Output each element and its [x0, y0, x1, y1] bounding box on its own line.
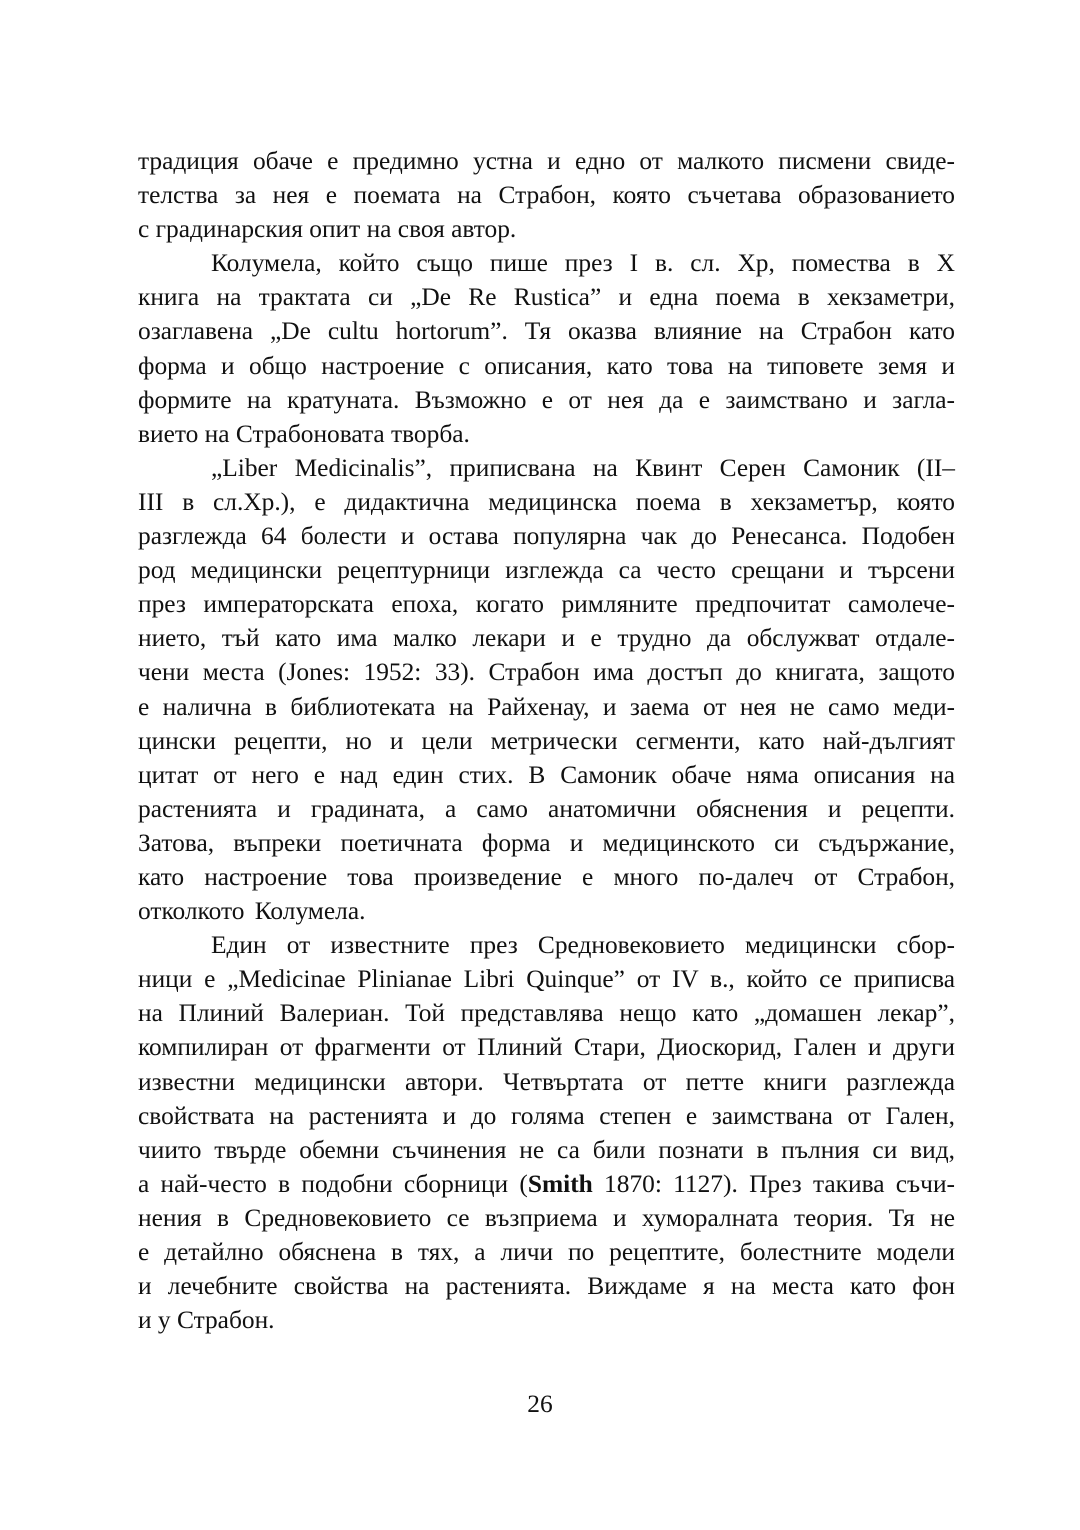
citation-text-after: 1870: 1127). През такива съчи-: [592, 1169, 955, 1198]
text-line: телства за нея е поемата на Страбон, която съчетава образованието: [138, 181, 955, 210]
text-line: вието на Страбоновата творба.: [138, 419, 470, 448]
text-line: е детайлно обяснена в тях, а личи по рецептите, болестните модели: [138, 1238, 955, 1266]
text-line: нения в Средновековието се възприема и хуморалната теория. Тя не: [138, 1203, 955, 1232]
text-line: нието, тъй като има малко лекари и е трудно да обслужват отдале-: [138, 624, 955, 653]
text-line: ници е „Medicinae Plinianae Libri Quinque” от IV в., който се приписва: [138, 965, 955, 994]
text-line: разглежда 64 болести и остава популярна чак до Ренесанса. Подобен: [138, 522, 955, 551]
text-line: известни медицински автори. Четвъртата от петте книги разглежда: [138, 1067, 955, 1096]
text-line: формите на кратуната. Възможно е от нея да е заимствано и загла-: [138, 385, 955, 414]
text-line: Колумела, който също пише през I в. сл. Хр, помества в X: [211, 249, 955, 278]
text-line: Един от известните през Средновековието медицински сбор-: [211, 931, 955, 960]
text-line: Затова, въпреки поетичната форма и медицинското си съдържание,: [138, 828, 955, 857]
text-line: цински рецепти, но и цели метрически сегменти, като най-дългият: [138, 726, 955, 755]
text-line: озаглавена „De cultu hortorum”. Тя оказва влияние на Страбон като: [138, 317, 955, 346]
text-line: цитат от него е над един стих. В Самоник обаче няма описания на: [138, 760, 955, 789]
text-line: „Liber Medicinalis”, приписвана на Квинт Серен Самоник (II–: [211, 453, 955, 482]
page-number: 26: [527, 1390, 553, 1418]
text-line: книга на трактата си „De Re Rustica” и една поема в хекзаметри,: [138, 283, 955, 312]
text-line: форма и общо настроение с описания, като това на типовете земя и: [138, 351, 955, 380]
text-line: растенията и градината, а само анатомични обяснения и рецепти.: [138, 794, 955, 823]
text-line: компилиран от фрагменти от Плиний Стари, Диоскорид, Гален и други: [138, 1033, 955, 1062]
citation-line: [138, 1167, 955, 1201]
citation-author: Smith: [527, 1169, 593, 1198]
citation-text-before: а най-често в подобни сборници (: [138, 1169, 528, 1198]
text-line: чени места (Jones: 1952: 33). Страбон има достъп до книгата, защото: [138, 658, 955, 687]
text-line: и у Страбон.: [138, 1306, 275, 1335]
text-line: отколкото Колумела.: [138, 897, 366, 926]
body-text: [138, 144, 955, 1337]
text-line: свойствата на растенията и до голяма степен е заимствана от Гален,: [138, 1101, 955, 1130]
text-line: през императорската епоха, когато римляните предпочитат самолече-: [138, 590, 955, 619]
text-line: род медицински рецептурници изглежда са често срещани и търсени: [138, 556, 955, 585]
text-line: и лечебните свойства на растенията. Виждаме я на места като фон: [138, 1272, 955, 1301]
text-line: на Плиний Валериан. Той представлява нещо като „домашен лекар”,: [138, 999, 955, 1028]
text-line: традиция обаче е предимно устна и едно от малкото писмени свиде-: [138, 147, 955, 175]
text-line: III в сл.Хр.), е дидактична медицинска поема в хекзаметър, която: [138, 487, 955, 516]
text-line: като настроение това произведение е много по-далеч от Страбон,: [138, 862, 955, 891]
text-line: чиито твърде обемни съчинения не са били познати в пълния си вид,: [138, 1135, 955, 1164]
text-line: е налична в библиотеката на Райхенау, и заема от нея не само меди-: [138, 692, 955, 721]
text-line: с градинарския опит на своя автор.: [138, 215, 517, 244]
